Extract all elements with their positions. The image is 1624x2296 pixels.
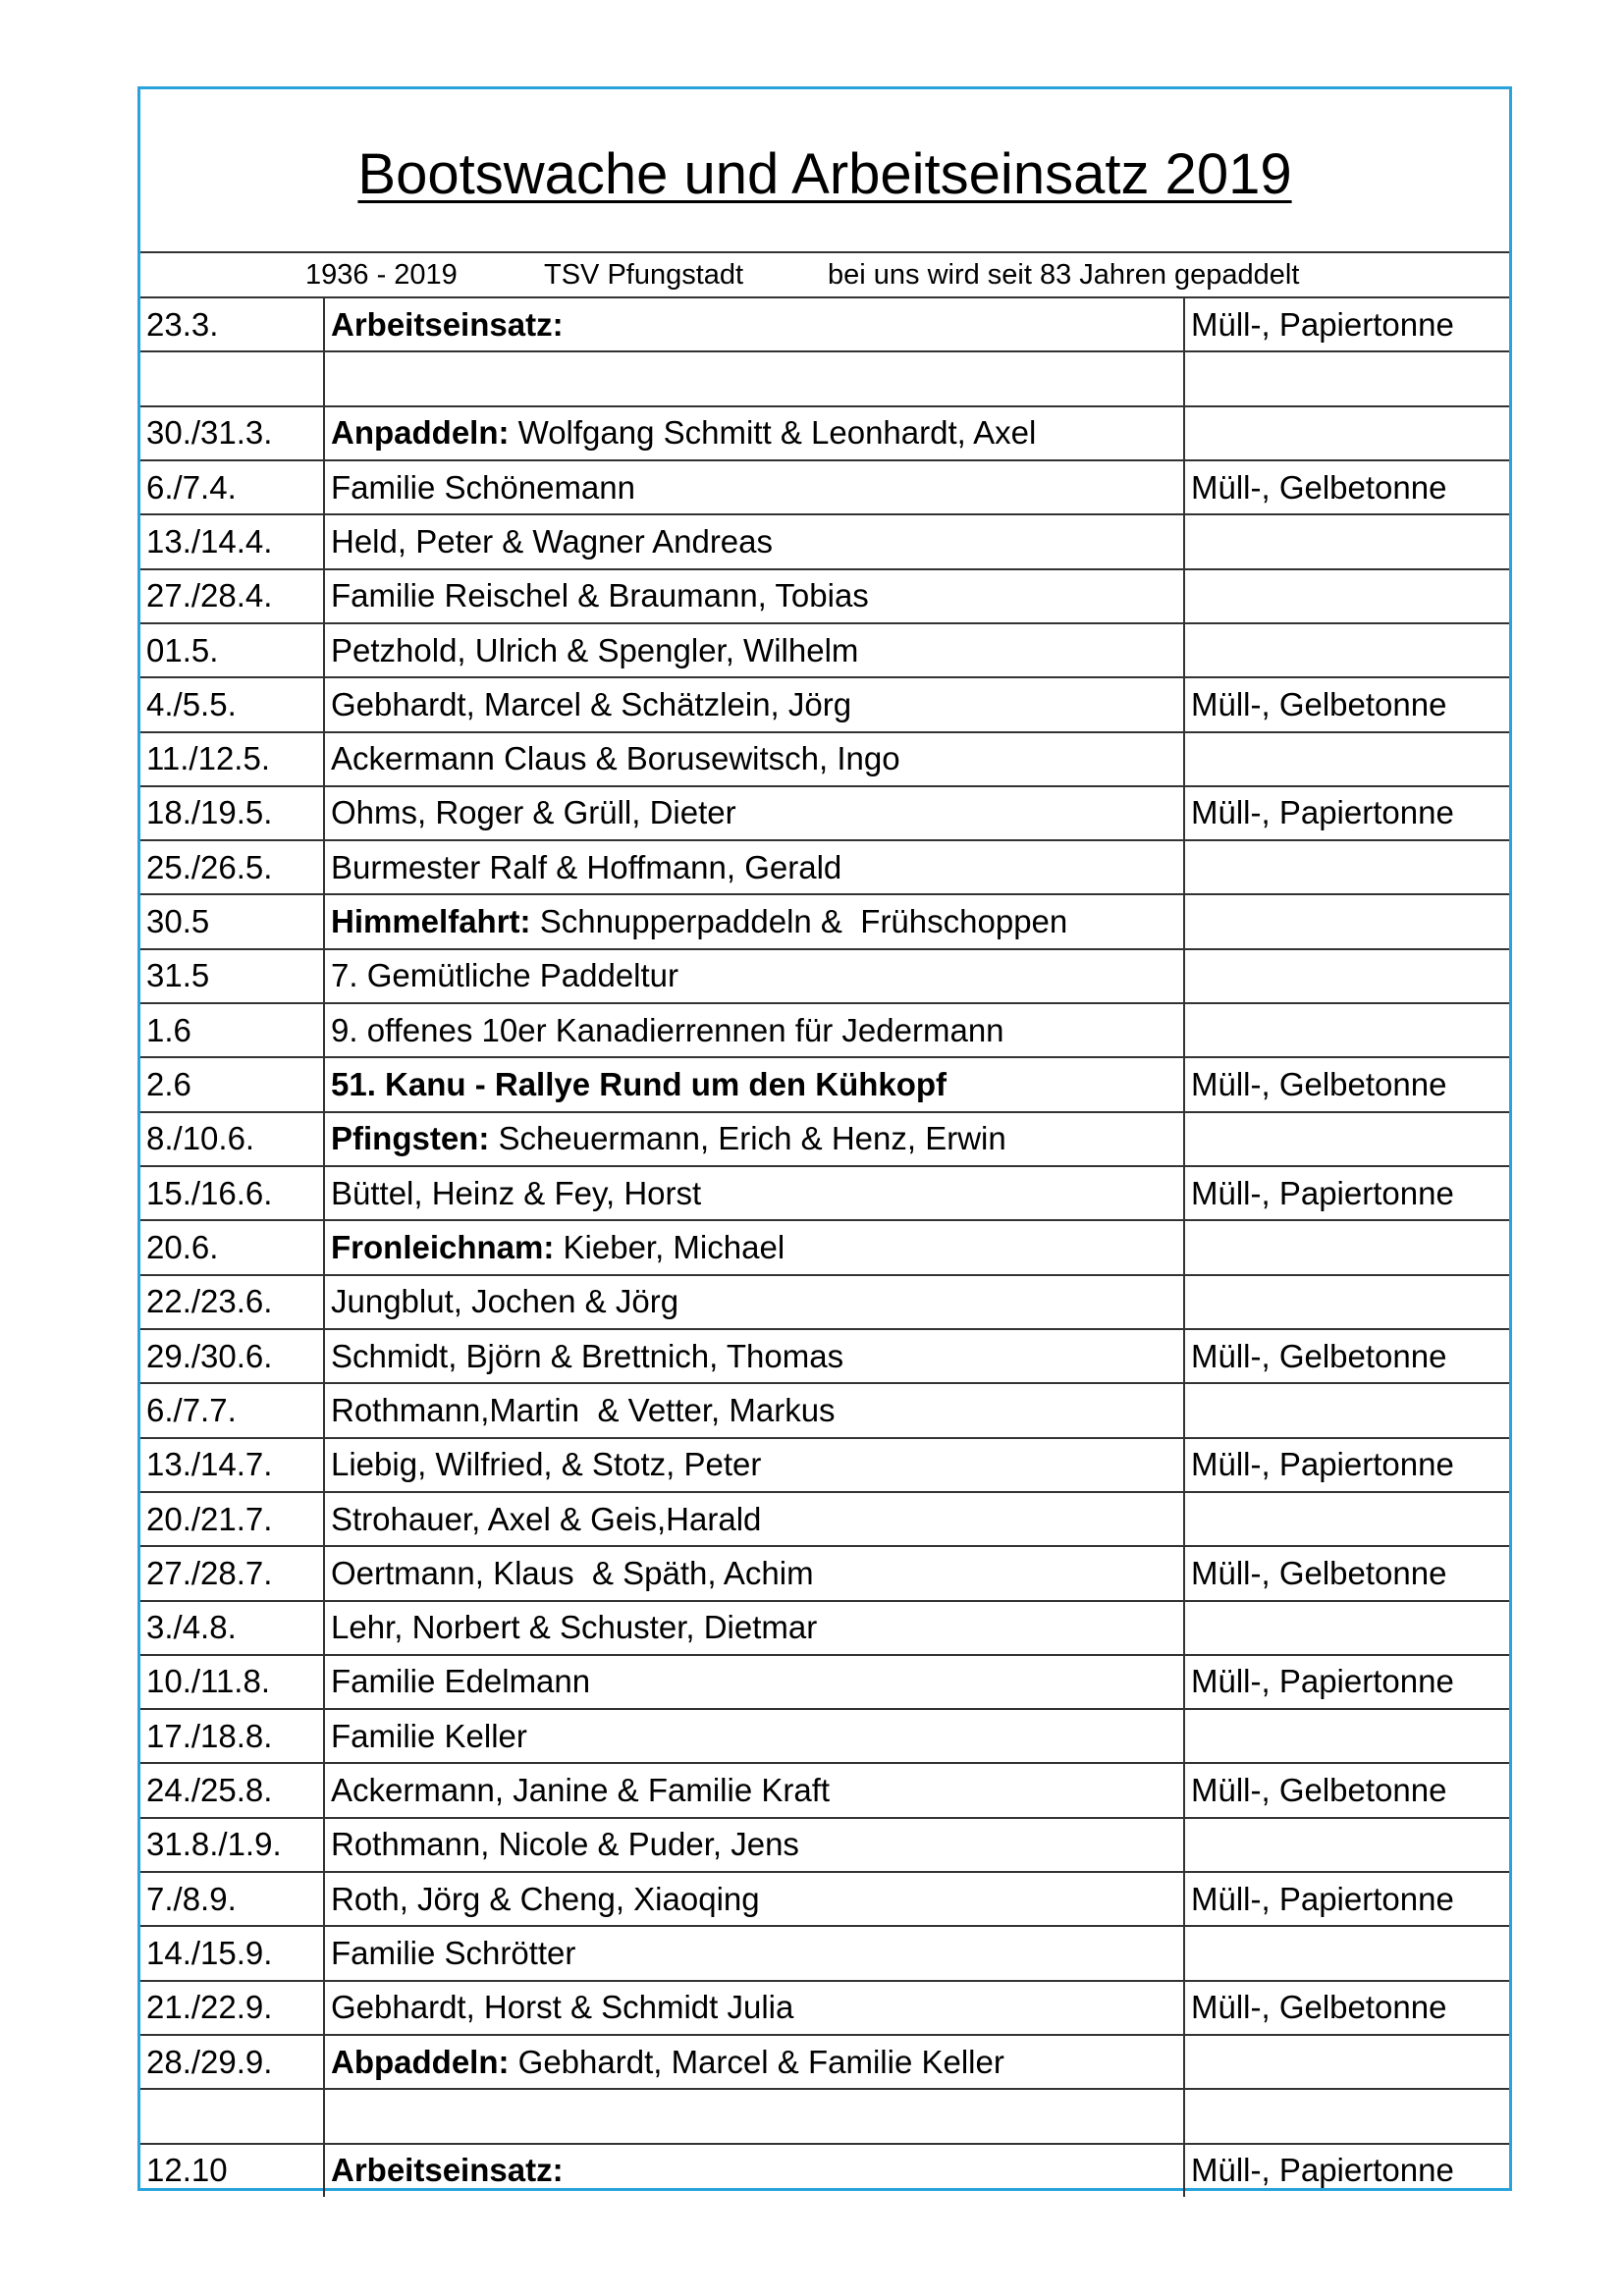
date-cell: 17./18.8. <box>146 1717 273 1754</box>
bin-cell <box>1183 1004 1509 1056</box>
table-row <box>140 1165 1509 1219</box>
bin-cell: Müll-, Gelbetonne <box>1183 1547 1509 1599</box>
schedule-document <box>137 86 1512 2191</box>
table-row <box>140 405 1509 459</box>
event-label: Arbeitseinsatz: <box>331 2152 564 2189</box>
bin-cell: Müll-, Gelbetonne <box>1183 1982 1509 2034</box>
assignment-cell <box>323 1384 1183 1436</box>
subtitle-club: TSV Pfungstadt <box>544 259 744 291</box>
schedule-table <box>140 296 1509 2197</box>
date-cell: 7./8.9. <box>146 1880 237 1917</box>
assignment-text: Petzhold, Ulrich & Spengler, Wilhelm <box>331 631 859 668</box>
date-cell: 18./19.5. <box>146 794 273 831</box>
assignment-cell <box>323 1493 1183 1545</box>
bin-cell <box>1183 2036 1509 2088</box>
table-row <box>140 676 1509 730</box>
table-row <box>140 459 1509 513</box>
date-cell: 24./25.8. <box>146 1772 273 1809</box>
bin-cell <box>1183 1384 1509 1436</box>
assignment-text: Gebhardt, Marcel & Schätzlein, Jörg <box>331 685 852 722</box>
assignment-text: Lehr, Norbert & Schuster, Dietmar <box>331 1609 818 1646</box>
assignment-cell <box>323 1167 1183 1219</box>
assignment-text: Gebhardt, Marcel & Familie Keller <box>509 2043 1004 2080</box>
date-cell: 10./11.8. <box>146 1663 270 1700</box>
bin-cell <box>1183 1927 1509 1979</box>
bin-cell: Müll-, Gelbetonne <box>1183 678 1509 730</box>
table-row <box>140 1491 1509 1545</box>
table-row <box>140 731 1509 785</box>
assignment-cell <box>323 1221 1183 1273</box>
date-cell: 27./28.4. <box>146 577 273 614</box>
date-cell: 14./15.9. <box>146 1935 273 1972</box>
event-label: Abpaddeln: <box>331 2043 510 2080</box>
bin-cell <box>1183 950 1509 1002</box>
assignment-text: Ohms, Roger & Grüll, Dieter <box>331 794 736 831</box>
subtitle-motto: bei uns wird seit 83 Jahren gepaddelt <box>828 259 1300 291</box>
bin-cell: Müll-, Papiertonne <box>1183 787 1509 839</box>
table-row <box>140 1437 1509 1491</box>
table-row <box>140 1002 1509 1056</box>
table-row <box>140 1274 1509 1328</box>
bin-cell <box>1183 407 1509 459</box>
assignment-cell <box>323 787 1183 839</box>
table-row <box>140 839 1509 893</box>
assignment-text: 9. offenes 10er Kanadierrennen für Jedermann <box>331 1011 1004 1048</box>
event-label: Fronleichnam: <box>331 1228 555 1265</box>
bin-cell <box>1183 2090 1509 2142</box>
table-row <box>140 1056 1509 1110</box>
date-cell: 1.6 <box>146 1011 191 1048</box>
table-row <box>140 1328 1509 1382</box>
date-cell <box>140 2090 323 2142</box>
table-row <box>140 1708 1509 1762</box>
assignment-text: Büttel, Heinz & Fey, Horst <box>331 1174 702 1211</box>
bin-cell: Müll-, Papiertonne <box>1183 1873 1509 1925</box>
assignment-cell <box>323 1819 1183 1871</box>
assignment-cell <box>323 1058 1183 1110</box>
assignment-cell <box>323 1927 1183 1979</box>
table-row <box>140 1871 1509 1925</box>
assignment-text: 7. Gemütliche Paddeltur <box>331 957 679 994</box>
table-row <box>140 1382 1509 1436</box>
bin-cell: Müll-, Papiertonne <box>1183 2145 1509 2197</box>
assignment-text: Familie Schönemann <box>331 468 635 506</box>
table-row <box>140 1219 1509 1273</box>
assignment-text: Familie Edelmann <box>331 1663 591 1700</box>
assignment-cell <box>323 895 1183 947</box>
assignment-cell <box>323 407 1183 459</box>
date-cell: 2.6 <box>146 1066 191 1103</box>
table-row <box>140 296 1509 350</box>
assignment-cell <box>323 1113 1183 1165</box>
date-cell: 30./31.3. <box>146 414 273 452</box>
assignment-cell <box>323 841 1183 893</box>
assignment-cell <box>323 1547 1183 1599</box>
date-cell: 27./28.7. <box>146 1554 273 1591</box>
bin-cell <box>1183 1221 1509 1273</box>
assignment-cell <box>323 298 1183 350</box>
assignment-cell <box>323 1764 1183 1816</box>
date-cell: 23.3. <box>146 305 219 343</box>
date-cell: 31.8./1.9. <box>146 1826 282 1863</box>
table-row <box>140 1600 1509 1654</box>
assignment-cell <box>323 1602 1183 1654</box>
table-row <box>140 622 1509 676</box>
bin-cell: Müll-, Papiertonne <box>1183 298 1509 350</box>
event-label: Anpaddeln: <box>331 414 510 452</box>
date-cell: 22./23.6. <box>146 1283 273 1320</box>
assignment-cell <box>323 1276 1183 1328</box>
assignment-text: Strohauer, Axel & Geis,Harald <box>331 1500 762 1537</box>
assignment-text: Scheuermann, Erich & Henz, Erwin <box>489 1120 1006 1157</box>
bin-cell: Müll-, Papiertonne <box>1183 1439 1509 1491</box>
assignment-cell <box>323 515 1183 567</box>
table-row <box>140 568 1509 622</box>
date-cell: 13./14.4. <box>146 522 273 560</box>
table-row <box>140 1654 1509 1708</box>
assignment-cell <box>323 1330 1183 1382</box>
assignment-cell <box>323 1439 1183 1491</box>
subtitle-years: 1936 - 2019 <box>305 259 458 291</box>
date-cell: 20.6. <box>146 1228 219 1265</box>
event-label: 51. Kanu - Rallye Rund um den Kühkopf <box>331 1066 947 1103</box>
event-label: Pfingsten: <box>331 1120 490 1157</box>
assignment-text: Held, Peter & Wagner Andreas <box>331 522 774 560</box>
date-cell: 25./26.5. <box>146 848 273 885</box>
assignment-cell <box>323 2145 1183 2197</box>
assignment-text: Familie Keller <box>331 1717 527 1754</box>
bin-cell <box>1183 515 1509 567</box>
title-area <box>140 89 1509 253</box>
assignment-cell <box>323 2090 1183 2142</box>
assignment-cell <box>323 1982 1183 2034</box>
table-row <box>140 1111 1509 1165</box>
assignment-text: Schmidt, Björn & Brettnich, Thomas <box>331 1337 844 1374</box>
table-row <box>140 1817 1509 1871</box>
date-cell: 21./22.9. <box>146 1989 273 2026</box>
assignment-cell <box>323 1873 1183 1925</box>
date-cell: 13./14.7. <box>146 1446 273 1483</box>
assignment-text: Roth, Jörg & Cheng, Xiaoqing <box>331 1880 760 1917</box>
event-label: Arbeitseinsatz: <box>331 305 564 343</box>
table-row <box>140 893 1509 947</box>
assignment-text: Ackermann Claus & Borusewitsch, Ingo <box>331 740 900 777</box>
bin-cell <box>1183 570 1509 622</box>
table-row <box>140 2143 1509 2197</box>
date-cell: 31.5 <box>146 957 210 994</box>
assignment-text: Ackermann, Janine & Familie Kraft <box>331 1772 831 1809</box>
table-row <box>140 2088 1509 2142</box>
table-row <box>140 948 1509 1002</box>
date-cell: 12.10 <box>146 2152 228 2189</box>
date-cell: 15./16.6. <box>146 1174 273 1211</box>
bin-cell <box>1183 1493 1509 1545</box>
assignment-text: Familie Schrötter <box>331 1935 576 1972</box>
table-row <box>140 1545 1509 1599</box>
assignment-cell <box>323 1710 1183 1762</box>
date-cell: 6./7.4. <box>146 468 237 506</box>
table-row <box>140 350 1509 404</box>
assignment-cell <box>323 1656 1183 1708</box>
assignment-text: Gebhardt, Horst & Schmidt Julia <box>331 1989 794 2026</box>
assignment-cell <box>323 950 1183 1002</box>
bin-cell <box>1183 895 1509 947</box>
bin-cell <box>1183 352 1509 404</box>
bin-cell <box>1183 1276 1509 1328</box>
assignment-cell <box>323 461 1183 513</box>
bin-cell <box>1183 1819 1509 1871</box>
bin-cell <box>1183 733 1509 785</box>
assignment-text: Familie Reischel & Braumann, Tobias <box>331 577 869 614</box>
table-row <box>140 1925 1509 1979</box>
table-row <box>140 513 1509 567</box>
date-cell: 29./30.6. <box>146 1337 273 1374</box>
assignment-text: Wolfgang Schmitt & Leonhardt, Axel <box>509 414 1037 452</box>
assignment-text: Burmester Ralf & Hoffmann, Gerald <box>331 848 842 885</box>
assignment-cell <box>323 1004 1183 1056</box>
subtitle-row <box>140 253 1509 296</box>
bin-cell: Müll-, Gelbetonne <box>1183 461 1509 513</box>
date-cell: 28./29.9. <box>146 2043 273 2080</box>
page-title: Bootswache und Arbeitseinsatz 2019 <box>357 142 1292 206</box>
date-cell <box>140 352 323 404</box>
bin-cell: Müll-, Papiertonne <box>1183 1167 1509 1219</box>
date-cell: 8./10.6. <box>146 1120 255 1157</box>
date-cell: 20./21.7. <box>146 1500 273 1537</box>
bin-cell <box>1183 1602 1509 1654</box>
assignment-text: Kieber, Michael <box>554 1228 785 1265</box>
date-cell: 01.5. <box>146 631 219 668</box>
assignment-text: Jungblut, Jochen & Jörg <box>331 1283 679 1320</box>
bin-cell: Müll-, Gelbetonne <box>1183 1330 1509 1382</box>
table-row <box>140 1980 1509 2034</box>
table-row <box>140 1762 1509 1816</box>
bin-cell: Müll-, Papiertonne <box>1183 1656 1509 1708</box>
assignment-text: Oertmann, Klaus & Späth, Achim <box>331 1554 814 1591</box>
date-cell: 4./5.5. <box>146 685 237 722</box>
assignment-cell <box>323 678 1183 730</box>
assignment-cell <box>323 570 1183 622</box>
assignment-text: Liebig, Wilfried, & Stotz, Peter <box>331 1446 762 1483</box>
bin-cell <box>1183 1113 1509 1165</box>
assignment-text: Rothmann, Nicole & Puder, Jens <box>331 1826 799 1863</box>
assignment-cell <box>323 2036 1183 2088</box>
assignment-cell <box>323 352 1183 404</box>
date-cell: 11./12.5. <box>146 740 270 777</box>
assignment-text: Schnupperpaddeln & Frühschoppen <box>530 903 1068 940</box>
date-cell: 3./4.8. <box>146 1609 237 1646</box>
assignment-cell <box>323 624 1183 676</box>
bin-cell <box>1183 841 1509 893</box>
bin-cell: Müll-, Gelbetonne <box>1183 1764 1509 1816</box>
assignment-text: Rothmann,Martin & Vetter, Markus <box>331 1391 836 1428</box>
table-row <box>140 2034 1509 2088</box>
bin-cell <box>1183 1710 1509 1762</box>
event-label: Himmelfahrt: <box>331 903 531 940</box>
assignment-cell <box>323 733 1183 785</box>
bin-cell: Müll-, Gelbetonne <box>1183 1058 1509 1110</box>
date-cell: 6./7.7. <box>146 1391 237 1428</box>
table-row <box>140 785 1509 839</box>
date-cell: 30.5 <box>146 903 210 940</box>
bin-cell <box>1183 624 1509 676</box>
